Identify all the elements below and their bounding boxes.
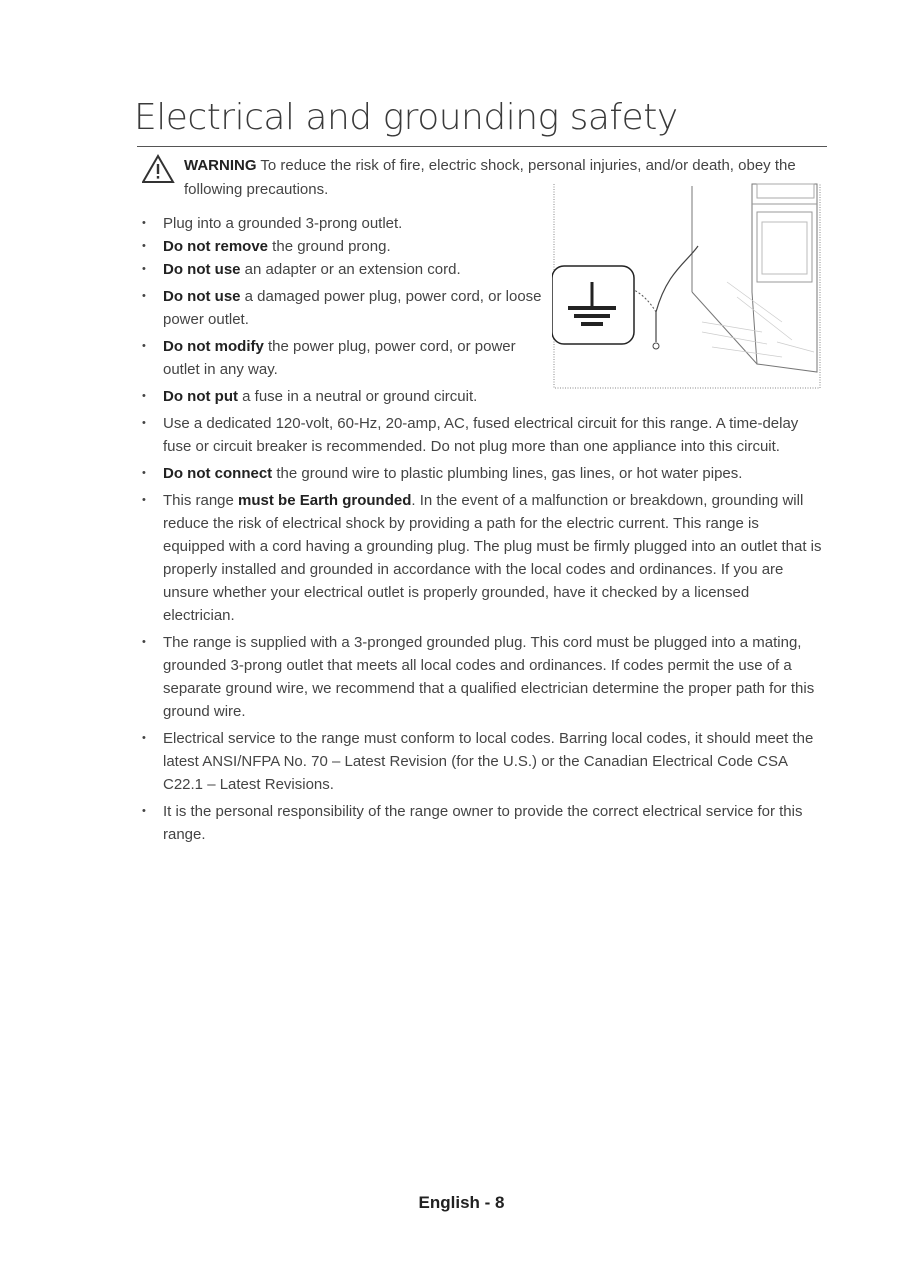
precautions-list (142, 212, 832, 846)
list-item: • The range is supplied with a 3-pronged grounded plug. This cord must be plugged into a mating, grounded 3-prong outlet that meets all local codes and ordinances. If codes permit the use of a separate ground wire, we recommend that a qualified electrician determine the proper path for this ground wire. (142, 631, 823, 723)
warning-label: WARNING (184, 157, 257, 174)
list-item: • This range must be Earth grounded. In the event of a malfunction or breakdown, grounding will reduce the risk of electrical shock by providing a path for the electric current. This range is equipped with a cord having a grounding plug. The plug must be firmly plugged into an outlet that is properly installed and grounded in accordance with the local codes and ordinances. If you are unsure whether your electrical outlet is properly grounded, have it checked by a licensed electrician. (142, 489, 823, 627)
list-item: • Do not use an adapter or an extension cord. (142, 258, 543, 281)
list-item: • Do not modify the power plug, power cord, or power outlet in any way. (142, 335, 543, 381)
list-item: • Do not connect the ground wire to plastic plumbing lines, gas lines, or hot water pipes. (142, 462, 832, 485)
list-item: • It is the personal responsibility of the range owner to provide the correct electrical service for this range. (142, 800, 823, 846)
list-item: • Use a dedicated 120-volt, 60-Hz, 20-amp, AC, fused electrical circuit for this range. A time-delay fuse or circuit breaker is recommended. Do not plug more than one appliance into this circuit. (142, 412, 823, 458)
warning-triangle-icon (142, 154, 178, 186)
warning-body-2: following precautions. (184, 181, 329, 198)
list-item: • Plug into a grounded 3-prong outlet. (142, 212, 543, 235)
page-title (134, 94, 827, 147)
list-item: • Do not remove the ground prong. (142, 235, 543, 258)
page-number: English - 8 (418, 1193, 505, 1212)
list-item: • Do not put a fuse in a neutral or ground circuit. (142, 385, 832, 408)
warning-body: To reduce the risk of fire, electric shock, personal injuries, and/or death, obey the (256, 157, 796, 174)
page-title-text: Electrical and grounding safety (134, 97, 678, 138)
list-item: • Electrical service to the range must conform to local codes. Barring local codes, it should meet the latest ANSI/NFPA No. 70 – Latest Revision (for the U.S.) or the Canadian Electrical Code CSA C22.1 – Latest Revisions. (142, 727, 823, 796)
list-item: • Do not use a damaged power plug, power cord, or loose power outlet. (142, 285, 543, 331)
